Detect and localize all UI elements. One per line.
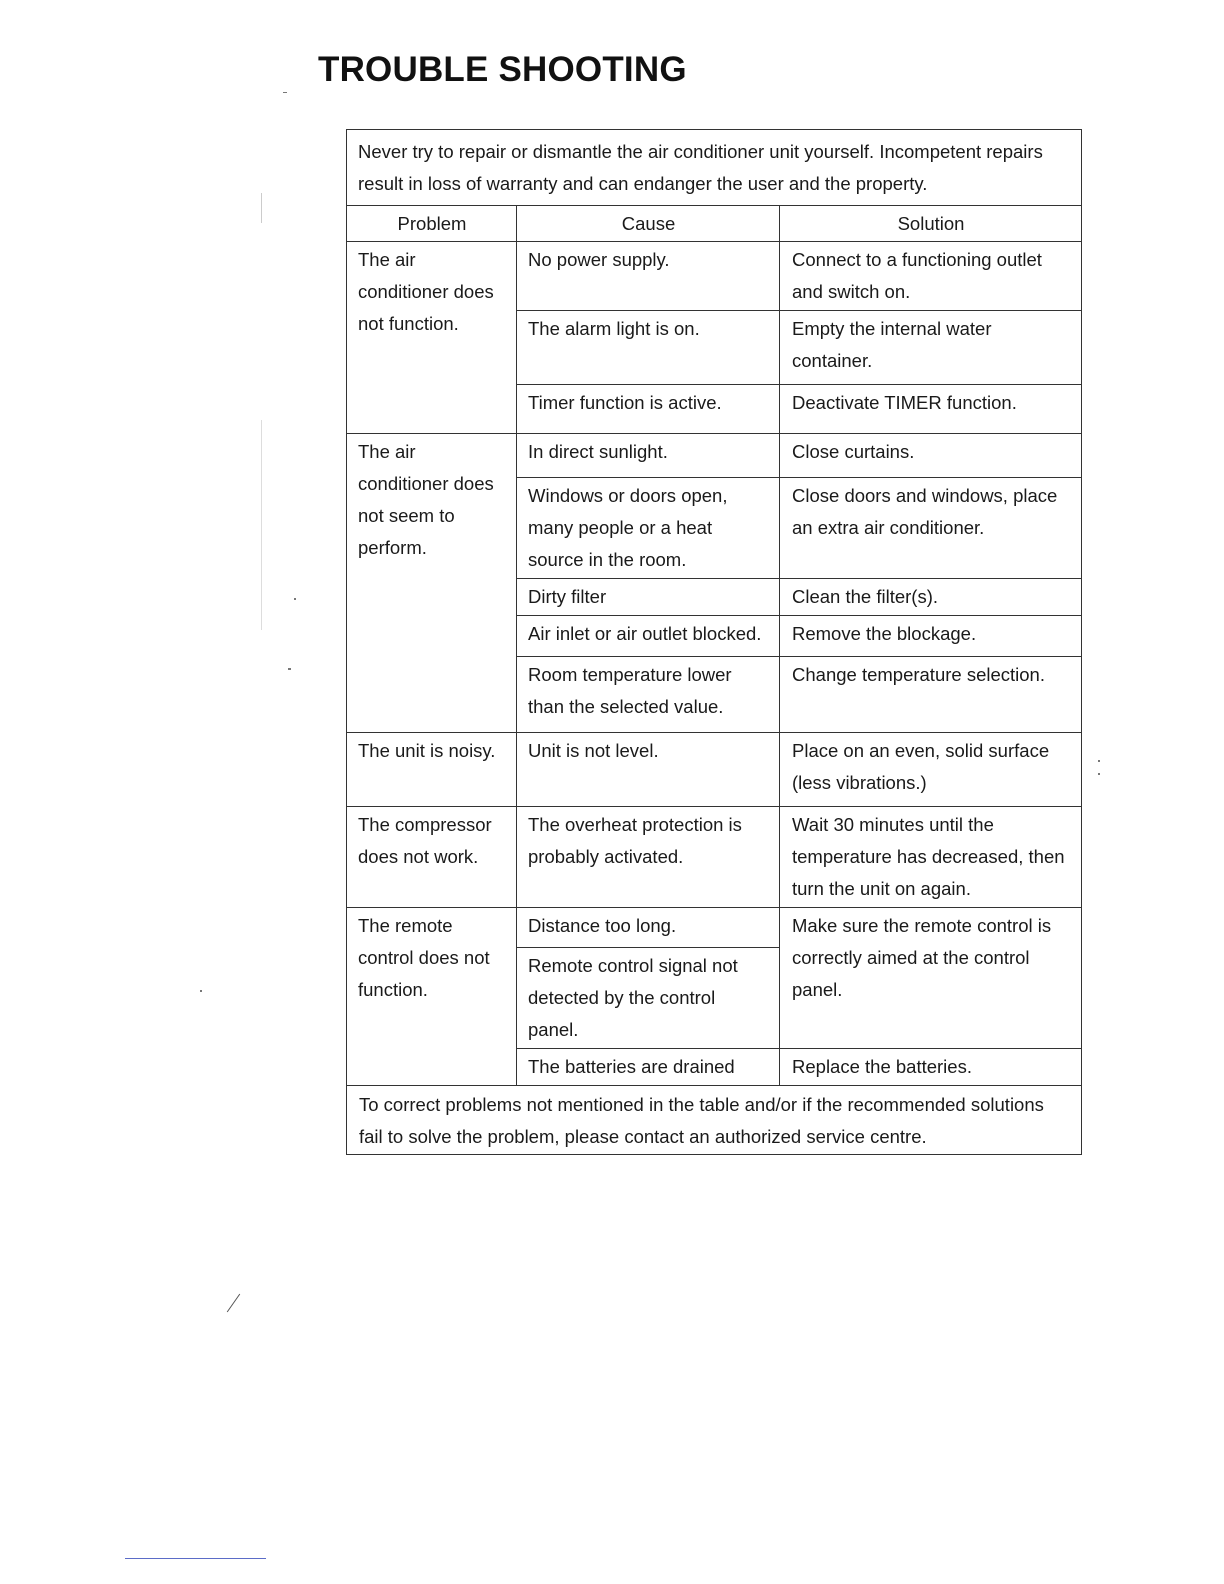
problem-cell: The compressor does not work. xyxy=(347,807,517,908)
solution-cell: Make sure the remote control is correctly aimed at the control panel. xyxy=(780,908,1082,1049)
table-row xyxy=(347,807,1082,908)
solution-cell: Replace the batteries. xyxy=(780,1049,1082,1086)
solution-cell: Close doors and windows, place an extra air conditioner. xyxy=(780,478,1082,579)
solution-cell: Clean the filter(s). xyxy=(780,579,1082,616)
solution-cell: Close curtains. xyxy=(780,434,1082,478)
footer-row xyxy=(347,1086,1082,1155)
scan-mark xyxy=(261,420,262,630)
cause-cell: In direct sunlight. xyxy=(517,434,780,478)
table-row xyxy=(347,242,1082,311)
warning-text: Never try to repair or dismantle the air conditioner unit yourself. Incompetent repairs result in loss of warranty and can endanger the user and the property. xyxy=(347,130,1082,206)
problem-cell: The air conditioner does not function. xyxy=(347,242,517,434)
solution-cell: Change temperature selection. xyxy=(780,657,1082,733)
cause-cell: Windows or doors open, many people or a heat source in the room. xyxy=(517,478,780,579)
problem-cell: The remote control does not function. xyxy=(347,908,517,1086)
cause-cell: The alarm light is on. xyxy=(517,311,780,385)
solution-cell: Wait 30 minutes until the temperature has decreased, then turn the unit on again. xyxy=(780,807,1082,908)
cause-cell: Dirty filter xyxy=(517,579,780,616)
scan-mark xyxy=(283,92,287,93)
table-row xyxy=(347,908,1082,948)
header-problem: Problem xyxy=(347,206,517,242)
cause-cell: The batteries are drained xyxy=(517,1049,780,1086)
solution-cell: Remove the blockage. xyxy=(780,616,1082,657)
solution-cell: Empty the internal water container. xyxy=(780,311,1082,385)
troubleshooting-table xyxy=(346,129,1082,1155)
cause-cell: The overheat protection is probably activated. xyxy=(517,807,780,908)
table-row xyxy=(347,434,1082,478)
footer-note: To correct problems not mentioned in the table and/or if the recommended solutions fail to solve the problem, please contact an authorized service centre. xyxy=(347,1086,1082,1155)
scan-mark xyxy=(294,598,296,600)
scan-mark xyxy=(227,1294,240,1313)
cause-cell: Timer function is active. xyxy=(517,385,780,434)
warning-row xyxy=(347,130,1082,206)
cause-cell: Distance too long. xyxy=(517,908,780,948)
problem-cell: The unit is noisy. xyxy=(347,733,517,807)
divider-line xyxy=(125,1558,266,1559)
page-title: TROUBLE SHOOTING xyxy=(318,50,687,89)
cause-cell: Air inlet or air outlet blocked. xyxy=(517,616,780,657)
cause-cell: Room temperature lower than the selected value. xyxy=(517,657,780,733)
solution-cell: Connect to a functioning outlet and switch on. xyxy=(780,242,1082,311)
cause-cell: Remote control signal not detected by the control panel. xyxy=(517,948,780,1049)
scan-mark xyxy=(1098,773,1100,775)
problem-cell: The air conditioner does not seem to perform. xyxy=(347,434,517,733)
solution-cell: Place on an even, solid surface (less vibrations.) xyxy=(780,733,1082,807)
cause-cell: Unit is not level. xyxy=(517,733,780,807)
header-cause: Cause xyxy=(517,206,780,242)
header-row xyxy=(347,206,1082,242)
cause-cell: No power supply. xyxy=(517,242,780,311)
solution-cell: Deactivate TIMER function. xyxy=(780,385,1082,434)
table-row xyxy=(347,733,1082,807)
scan-mark xyxy=(1098,760,1100,762)
scan-mark xyxy=(261,193,262,223)
scan-mark xyxy=(200,990,202,992)
header-solution: Solution xyxy=(780,206,1082,242)
scan-mark xyxy=(288,668,291,670)
